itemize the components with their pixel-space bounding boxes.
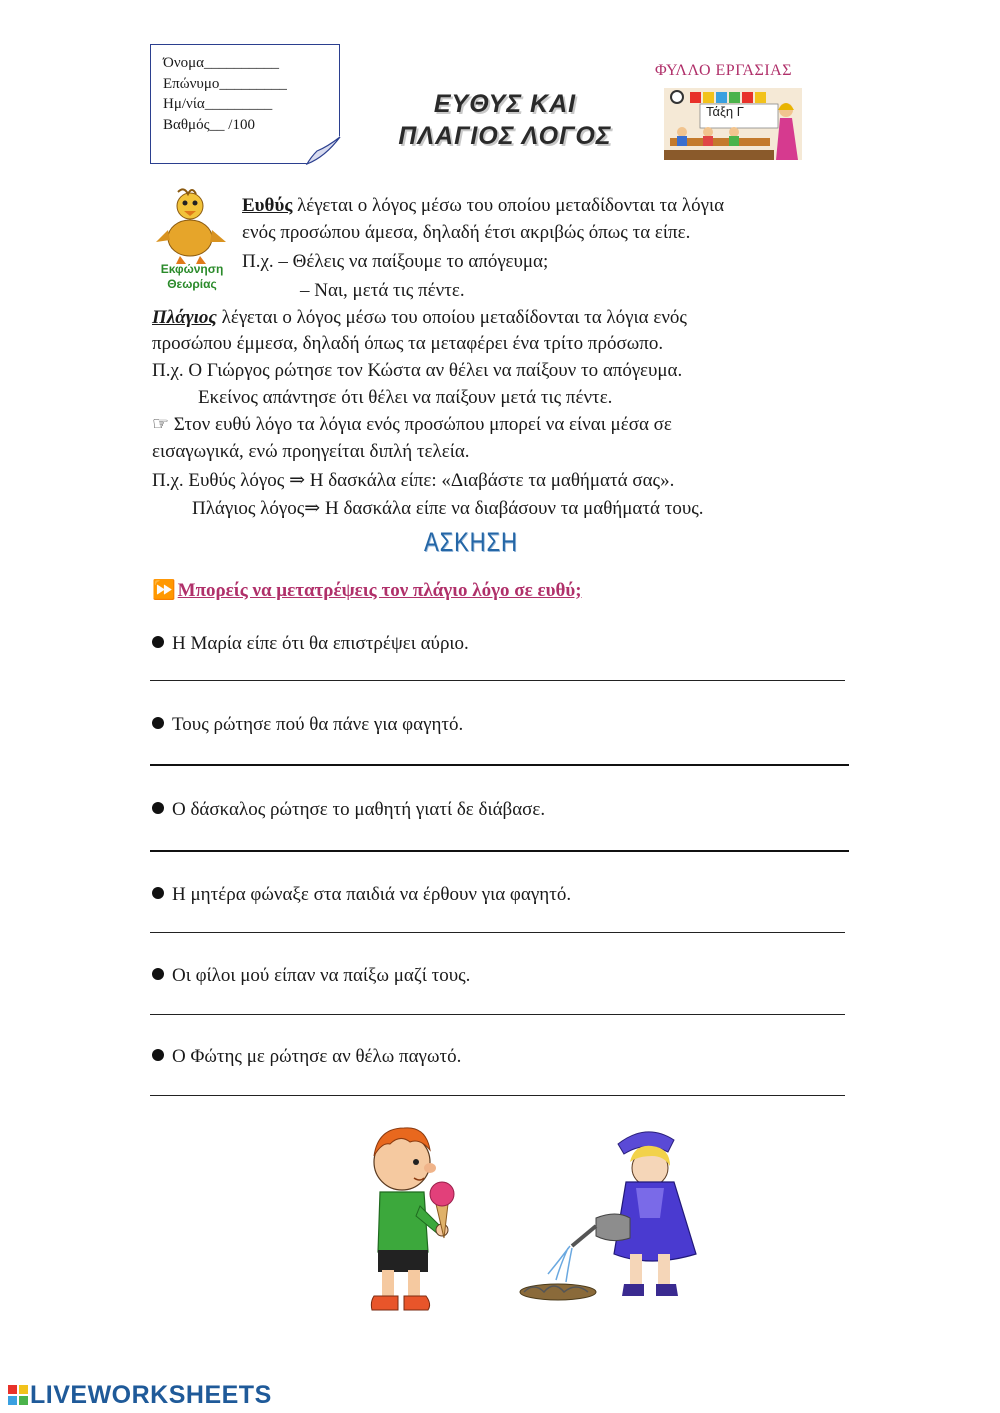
bullet-icon xyxy=(152,968,164,980)
worksheet-label: ΦΥΛΛΟ ΕΡΓΑΣΙΑΣ xyxy=(655,62,793,79)
exercise-item-6 xyxy=(152,1044,461,1070)
mascot-caption xyxy=(150,262,234,292)
liveworksheets-logo-icon xyxy=(8,1385,28,1405)
student-info-card xyxy=(150,44,340,164)
page-title xyxy=(360,88,650,152)
date-field: Ημ/νία_________ xyxy=(163,96,273,112)
classroom-illustration xyxy=(664,88,802,160)
example-3-line-1: Π.χ. Ευθύς λόγος ⇒ Η δασκάλα είπε: «Διαβάστε τα μαθήματά σας». xyxy=(152,470,675,491)
exercise-item-3 xyxy=(152,797,545,823)
exercise-item-text: Ο δάσκαλος ρώτησε το μαθητή γιατί δε διάβασε. xyxy=(172,799,546,820)
boy-with-ice-cream-illustration xyxy=(360,1120,470,1315)
mascot-caption-line-2: Θεωρίας xyxy=(167,277,217,291)
name-field: Όνομα__________ xyxy=(163,55,280,71)
example-2-line-1: Π.χ. Ο Γιώργος ρώτησε τον Κώστα αν θέλει να παίξουν το απόγευμα. xyxy=(152,360,683,381)
bullet-icon xyxy=(152,887,164,899)
class-label: Τάξη Γ xyxy=(706,104,744,119)
exercise-item-text: Η Μαρία είπε ότι θα επιστρέψει αύριο. xyxy=(172,633,469,654)
exercise-item-text: Ο Φώτης με ρώτησε αν θέλω παγωτό. xyxy=(172,1046,462,1067)
exercise-item-text: Η μητέρα φώναξε στα παιδιά να έρθουν για φαγητό. xyxy=(172,884,572,905)
example-2-line-2: Εκείνος απάντησε ότι θέλει να παίξουν μετά τις πέντε. xyxy=(198,387,613,408)
note-line-1: ☞ Στον ευθύ λόγο τα λόγια ενός προσώπου μπορεί να είναι μέσα σε xyxy=(152,414,672,435)
exercise-question-text: Μπορείς να μετατρέψεις τον πλάγιο λόγο σε ευθύ; xyxy=(177,580,582,601)
exercise-item-1 xyxy=(152,631,469,657)
exercise-heading: ΑΣΚΗΣΗ xyxy=(424,527,518,557)
exercise-item-5 xyxy=(152,963,470,989)
example-3-line-2: Πλάγιος λόγος⇒ Η δασκάλα είπε να διαβάσουν τα μαθήματά τους. xyxy=(192,498,704,519)
bullet-icon xyxy=(152,717,164,729)
indirect-definition-text: λέγεται ο λόγος μέσω του οποίου μεταδίδονται τα λόγια ενός xyxy=(216,307,687,328)
duck-mascot-icon xyxy=(152,186,232,266)
girl-watering-plants-illustration xyxy=(518,1122,728,1307)
answer-input-5[interactable] xyxy=(150,1014,845,1015)
direct-definition-line-2: ενός προσώπου άμεσα, δηλαδή έτσι ακριβώς όπως τα είπε. xyxy=(242,222,691,243)
grade-field: Βαθμός__ /100 xyxy=(163,116,255,133)
exercise-item-2 xyxy=(152,712,463,738)
page-curl-icon xyxy=(305,135,341,165)
indirect-term: Πλάγιος xyxy=(152,307,217,328)
bullet-icon xyxy=(152,636,164,648)
exercise-question xyxy=(152,578,582,602)
exercise-item-text: Τους ρώτησε πού θα πάνε για φαγητό. xyxy=(172,714,464,735)
answer-input-3[interactable] xyxy=(150,850,849,852)
direct-definition-text: λέγεται ο λόγος μέσω του οποίου μεταδίδονται τα λόγια xyxy=(292,195,725,216)
double-arrow-icon: ⏩ xyxy=(152,580,176,601)
example-1-line-1: Π.χ. – Θέλεις να παίξουμε το απόγευμα; xyxy=(242,251,549,272)
indirect-definition-line-2: προσώπου έμμεσα, δηλαδή όπως τα μεταφέρει ένα τρίτο πρόσωπο. xyxy=(152,333,664,354)
mascot-caption-line-1: Εκφώνηση xyxy=(160,262,224,276)
brand-logo xyxy=(8,1381,272,1410)
brand-text: LIVEWORKSHEETS xyxy=(30,1381,272,1409)
answer-input-1[interactable] xyxy=(150,680,845,681)
direct-term: Ευθύς xyxy=(242,195,293,216)
note-line-2: εισαγωγικά, ενώ προηγείται διπλή τελεία. xyxy=(152,441,470,462)
title-line-2: ΠΛΑΓΙΟΣ ΛΟΓΟΣ xyxy=(398,122,612,150)
title-line-1: ΕΥΘΥΣ ΚΑΙ xyxy=(433,90,577,118)
answer-input-4[interactable] xyxy=(150,932,845,933)
example-1-line-2: – Ναι, μετά τις πέντε. xyxy=(300,280,465,301)
bullet-icon xyxy=(152,802,164,814)
bullet-icon xyxy=(152,1049,164,1061)
answer-input-6[interactable] xyxy=(150,1095,845,1096)
indirect-definition-line-1 xyxy=(152,305,687,331)
exercise-item-4 xyxy=(152,882,571,908)
surname-field: Επώνυμο_________ xyxy=(163,75,287,92)
direct-definition-line-1 xyxy=(242,193,724,219)
exercise-item-text: Οι φίλοι μού είπαν να παίξω μαζί τους. xyxy=(172,965,471,986)
answer-input-2[interactable] xyxy=(150,764,849,766)
